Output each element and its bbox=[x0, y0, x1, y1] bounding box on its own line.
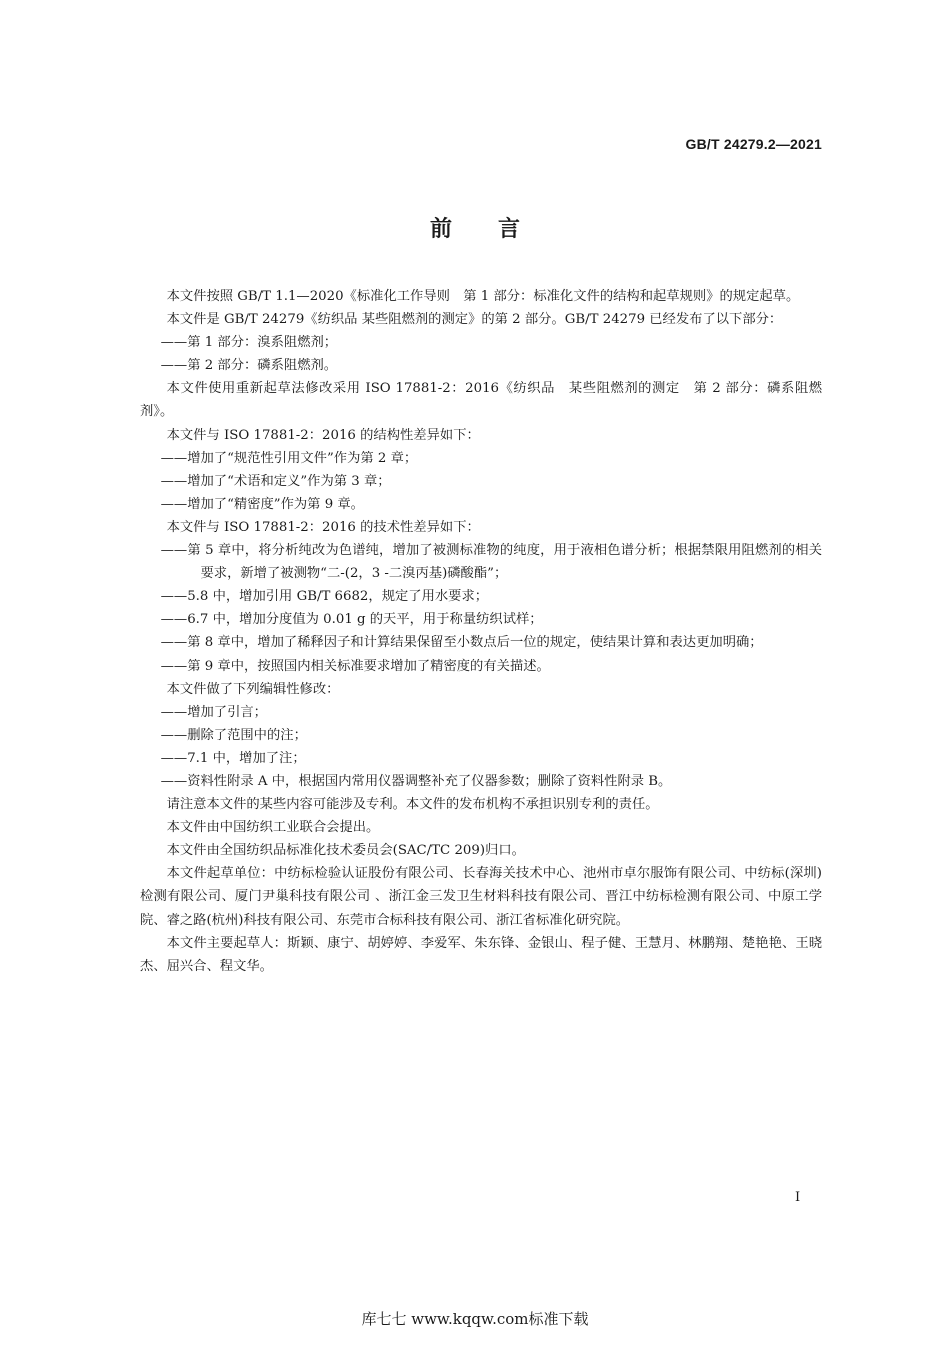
list-item: ——6.7 中，增加分度值为 0.01 g 的天平，用于称量纺织试样； bbox=[160, 612, 543, 628]
paragraph: 本文件与 ISO 17881-2：2016 的结构性差异如下： bbox=[166, 427, 480, 443]
paragraph: 本文件与 ISO 17881-2：2016 的技术性差异如下： bbox=[166, 519, 480, 535]
list-item: ——增加了“精密度”作为第 9 章。 bbox=[160, 496, 364, 512]
list-item: ——第 5 章中，将分析纯改为色谱纯，增加了被测标准物的纯度，用于液相色谱分析；根据禁限用阻燃剂的相关要求，新增了被测物“二-(2，3 -二溴丙基)磷酸酯”； bbox=[160, 543, 822, 582]
paragraph: 本文件由全国纺织品标准化技术委员会(SAC/TC 209)归口。 bbox=[166, 843, 525, 859]
watermark-footer: 库七七 www.kqqw.com标准下载 bbox=[361, 1310, 589, 1328]
list-item: ——增加了“规范性引用文件”作为第 2 章； bbox=[160, 450, 418, 466]
list-item: ——第 1 部分：溴系阻燃剂； bbox=[160, 335, 338, 351]
document-body bbox=[140, 285, 822, 978]
list-item: ——增加了“术语和定义”作为第 3 章； bbox=[160, 473, 391, 489]
paragraph: 本文件由中国纺织工业联合会提出。 bbox=[166, 820, 380, 836]
paragraph: 请注意本文件的某些内容可能涉及专利。本文件的发布机构不承担识别专利的责任。 bbox=[166, 797, 659, 813]
paragraph: 本文件按照 GB/T 1.1—2020《标准化工作导则 第 1 部分：标准化文件的结构和起草规则》的规定起草。 bbox=[166, 289, 800, 304]
paragraph: 本文件做了下列编辑性修改： bbox=[166, 681, 340, 697]
paragraph: 本文件是 GB/T 24279《纺织品 某些阻燃剂的测定》的第 2 部分。GB/T 24279 已经发布了以下部分： bbox=[166, 312, 783, 328]
list-item: ——资料性附录 A 中，根据国内常用仪器调整补充了仪器参数；删除了资料性附录 B。 bbox=[160, 773, 672, 789]
paragraph: 本文件主要起草人：斯颖、康宁、胡婷婷、李爱军、朱东锋、金银山、程子健、王慧月、林鹏翔、楚艳艳、王晓杰、屈兴合、程文华。 bbox=[140, 935, 822, 974]
paragraph: 本文件使用重新起草法修改采用 ISO 17881-2：2016《纺织品 某些阻燃剂的测定 第 2 部分：磷系阻燃剂》。 bbox=[140, 381, 822, 420]
list-item: ——第 8 章中，增加了稀释因子和计算结果保留至小数点后一位的规定，使结果计算和表达更加明确； bbox=[160, 635, 763, 651]
standard-number: GB/T 24279.2—2021 bbox=[685, 136, 822, 152]
list-item: ——第 2 部分：磷系阻燃剂。 bbox=[160, 358, 338, 374]
list-item: ——增加了引言； bbox=[160, 704, 267, 720]
page-title: 前言 bbox=[429, 217, 566, 242]
list-item: ——7.1 中，增加了注； bbox=[160, 750, 306, 766]
list-item: ——5.8 中，增加引用 GB/T 6682，规定了用水要求； bbox=[160, 589, 489, 605]
paragraph: 本文件起草单位：中纺标检验认证股份有限公司、长春海关技术中心、池州市卓尔服饰有限公司、中纺标(深圳)检测有限公司、厦门尹巢科技有限公司 、浙江金三发卫生材料科技有限公司、晋江中纺标检测有限公司、中原工学院、睿之路(杭州)科技有限公司、东莞市合标科技有限公司、浙江省标准化研究院。 bbox=[140, 866, 822, 928]
list-item: ——删除了范围中的注； bbox=[160, 727, 307, 743]
page-number: I bbox=[795, 1190, 801, 1205]
list-item: ——第 9 章中，按照国内相关标准要求增加了精密度的有关描述。 bbox=[160, 658, 550, 674]
